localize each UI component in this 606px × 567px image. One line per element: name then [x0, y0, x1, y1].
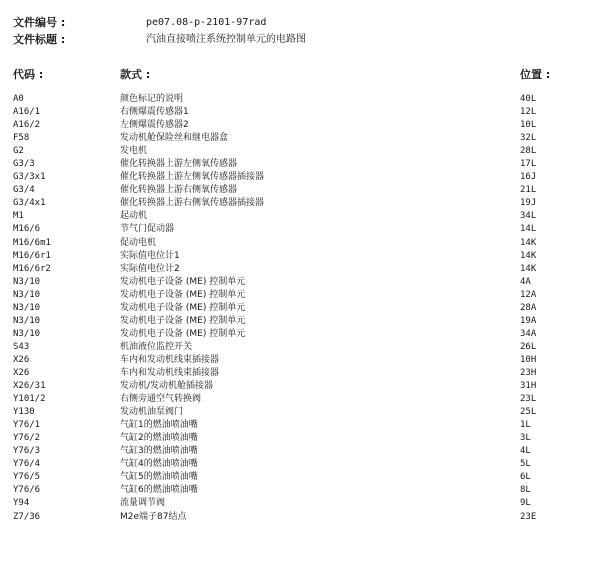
- row-position: 16J: [520, 172, 537, 183]
- table-row: [0, 145, 606, 158]
- row-description: 气缸3的燃油喷油嘴: [120, 446, 198, 457]
- row-position: 4A: [520, 276, 531, 287]
- table-row: [0, 367, 606, 380]
- row-description: 气缸1的燃油喷油嘴: [120, 420, 198, 431]
- row-position: 8L: [520, 485, 531, 496]
- row-code: G3/3: [13, 159, 35, 170]
- row-description: M2e端子87结点: [120, 511, 187, 522]
- table-row: [0, 380, 606, 393]
- row-code: A16/1: [13, 107, 41, 118]
- table-row: [0, 289, 606, 302]
- row-position: 10L: [520, 120, 537, 131]
- row-code: N3/10: [13, 276, 41, 287]
- row-code: Y76/2: [13, 433, 41, 444]
- table-row: [0, 223, 606, 236]
- row-position: 9L: [520, 498, 531, 509]
- row-description: 实际值电位计1: [120, 250, 180, 261]
- row-description: 促动电机: [120, 237, 157, 248]
- row-code: M16/6r2: [13, 263, 51, 274]
- row-position: 23H: [520, 367, 537, 378]
- row-code: A0: [13, 94, 24, 104]
- row-description: 右侧爆震传感器1: [120, 107, 189, 118]
- row-code: Y76/5: [13, 472, 41, 483]
- table-row: [0, 210, 606, 223]
- row-code: X26/31: [13, 381, 46, 392]
- row-position: 23L: [520, 394, 537, 405]
- row-description: 发动机舱保险丝和继电器盒: [120, 133, 229, 144]
- row-position: 34L: [520, 211, 537, 222]
- row-position: 23E: [520, 511, 537, 522]
- row-description: 发动机电子设备 (ME) 控制单元: [120, 328, 246, 339]
- doc-number-value: pe07.08-p-2101-97rad: [146, 17, 267, 28]
- row-code: M1: [13, 211, 24, 222]
- row-code: N3/10: [13, 328, 41, 339]
- row-description: 颜色标记的说明: [120, 94, 184, 104]
- row-position: 5L: [520, 459, 531, 470]
- table-row: [0, 106, 606, 119]
- doc-title-value: 汽油直接喷注系统控制单元的电路图: [146, 34, 306, 45]
- row-code: N3/10: [13, 289, 41, 300]
- table-row: [0, 158, 606, 171]
- row-code: Z7/36: [13, 511, 41, 522]
- table-row: [0, 484, 606, 497]
- table-row: [0, 93, 606, 106]
- row-code: A16/2: [13, 120, 41, 131]
- row-position: 14L: [520, 224, 537, 235]
- row-position: 4L: [520, 446, 531, 457]
- row-position: 32L: [520, 133, 537, 144]
- table-row: [0, 171, 606, 184]
- table-row: [0, 184, 606, 197]
- row-position: 25L: [520, 407, 537, 418]
- row-code: Y76/3: [13, 446, 41, 457]
- table-row: [0, 197, 606, 210]
- row-position: 14K: [520, 250, 537, 261]
- row-description: 流量调节阀: [120, 498, 166, 509]
- row-description: 发动机油泵阀门: [120, 407, 184, 418]
- table-row: [0, 315, 606, 328]
- row-position: 34A: [520, 328, 537, 339]
- table-row: [0, 393, 606, 406]
- row-description: 催化转换器上游右侧氧传感器: [120, 185, 238, 196]
- row-description: 左侧爆震传感器2: [120, 120, 189, 131]
- row-description: 机油液位监控开关: [120, 341, 193, 352]
- row-position: 14K: [520, 263, 537, 274]
- row-position: 31H: [520, 381, 537, 392]
- row-code: Y76/6: [13, 485, 41, 496]
- row-description: 发动机电子设备 (ME) 控制单元: [120, 315, 246, 326]
- table-row: [0, 250, 606, 263]
- row-code: G3/4x1: [13, 198, 46, 209]
- row-description: 发动机/发动机舱插接器: [120, 381, 214, 392]
- doc-title-label: 文件标题 :: [13, 33, 66, 46]
- row-position: 10H: [520, 354, 537, 365]
- row-position: 6L: [520, 472, 531, 483]
- table-row: [0, 119, 606, 132]
- row-position: 1L: [520, 420, 531, 431]
- row-code: S43: [13, 341, 30, 352]
- table-row: [0, 445, 606, 458]
- row-position: 40L: [520, 94, 537, 104]
- row-description: 发动机电子设备 (ME) 控制单元: [120, 302, 246, 313]
- row-position: 14K: [520, 237, 537, 248]
- table-row: [0, 276, 606, 289]
- column-header-code: 代码 :: [13, 68, 44, 81]
- table-row: [0, 458, 606, 471]
- row-position: 12L: [520, 107, 537, 118]
- table-row: [0, 511, 606, 524]
- row-description: 车内和发动机线束插接器: [120, 354, 220, 365]
- table-row: [0, 406, 606, 419]
- row-code: N3/10: [13, 302, 41, 313]
- table-row: [0, 497, 606, 510]
- row-description: 气缸5的燃油喷油嘴: [120, 472, 198, 483]
- row-position: 28A: [520, 302, 537, 313]
- row-code: Y94: [13, 498, 30, 509]
- row-description: 气缸2的燃油喷油嘴: [120, 433, 198, 444]
- table-row: [0, 354, 606, 367]
- row-description: 节气门促动器: [120, 224, 175, 235]
- table-row: [0, 419, 606, 432]
- row-description: 气缸4的燃油喷油嘴: [120, 459, 198, 470]
- column-header-position: 位置 :: [520, 68, 551, 81]
- row-description: 右侧旁通空气转换阀: [120, 394, 202, 405]
- row-position: 19A: [520, 315, 537, 326]
- row-code: X26: [13, 354, 30, 365]
- row-code: F58: [13, 133, 30, 144]
- row-code: M16/6r1: [13, 250, 51, 261]
- row-code: X26: [13, 367, 30, 378]
- row-description: 催化转换器上游左侧氧传感器插接器: [120, 172, 265, 183]
- row-code: Y130: [13, 407, 35, 418]
- component-list: [0, 93, 606, 524]
- row-code: G3/3x1: [13, 172, 46, 183]
- row-code: G3/4: [13, 185, 35, 196]
- row-description: 催化转换器上游左侧氧传感器: [120, 159, 238, 170]
- row-description: 实际值电位计2: [120, 263, 180, 274]
- row-description: 发动机电子设备 (ME) 控制单元: [120, 276, 246, 287]
- row-position: 21L: [520, 185, 537, 196]
- table-row: [0, 432, 606, 445]
- row-position: 19J: [520, 198, 537, 209]
- row-description: 催化转换器上游右侧氧传感器插接器: [120, 198, 265, 209]
- row-code: G2: [13, 146, 24, 157]
- row-description: 起动机: [120, 211, 148, 222]
- row-description: 车内和发动机线束插接器: [120, 367, 220, 378]
- row-code: N3/10: [13, 315, 41, 326]
- table-row: [0, 132, 606, 145]
- table-row: [0, 471, 606, 484]
- row-code: Y76/4: [13, 459, 41, 470]
- row-position: 28L: [520, 146, 537, 157]
- table-row: [0, 263, 606, 276]
- row-description: 发动机电子设备 (ME) 控制单元: [120, 289, 246, 300]
- row-position: 3L: [520, 433, 531, 444]
- row-description: 气缸6的燃油喷油嘴: [120, 485, 198, 496]
- table-row: [0, 328, 606, 341]
- row-code: M16/6m1: [13, 237, 51, 248]
- doc-number-label: 文件编号 :: [13, 16, 66, 29]
- row-code: Y101/2: [13, 394, 46, 405]
- row-description: 发电机: [120, 146, 148, 157]
- row-position: 17L: [520, 159, 537, 170]
- row-position: 12A: [520, 289, 537, 300]
- table-row: [0, 237, 606, 250]
- row-code: Y76/1: [13, 420, 41, 431]
- column-header-model: 款式 :: [120, 68, 151, 81]
- row-position: 26L: [520, 341, 537, 352]
- row-code: M16/6: [13, 224, 41, 235]
- table-row: [0, 341, 606, 354]
- table-row: [0, 302, 606, 315]
